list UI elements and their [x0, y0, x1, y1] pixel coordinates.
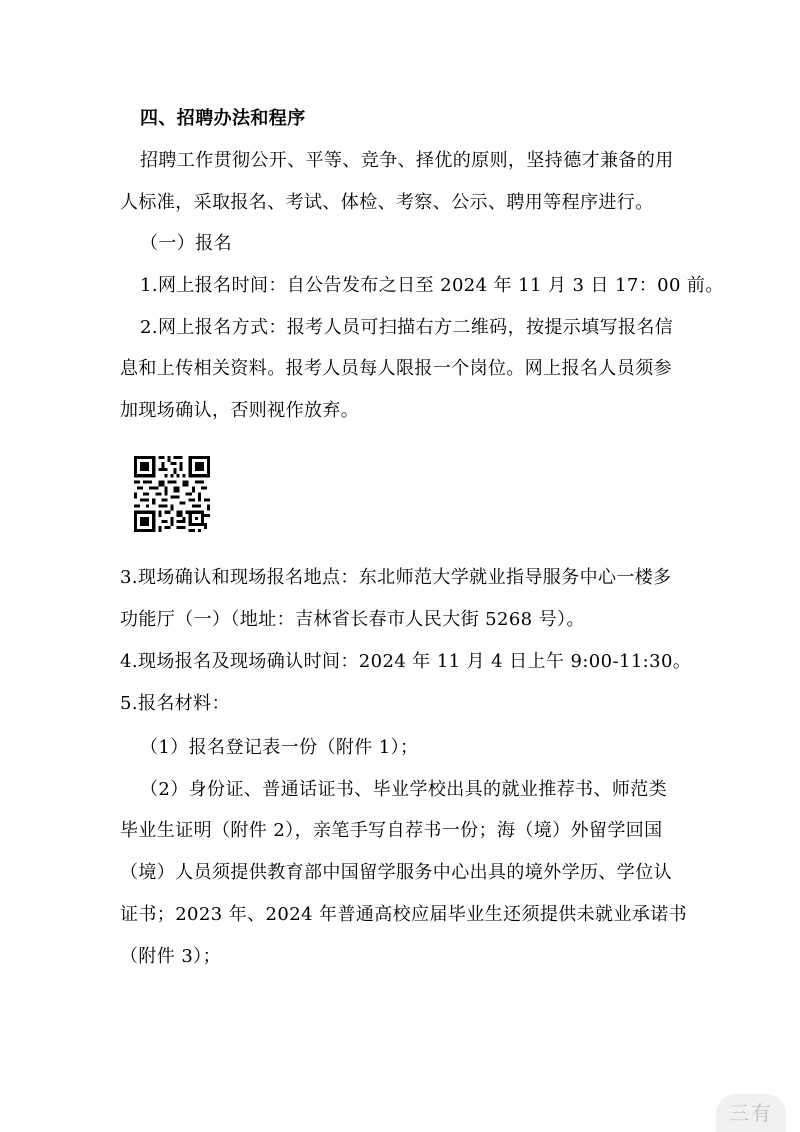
- item-2-line-3: 加现场确认，否则视作放弃。: [120, 400, 360, 421]
- item-4: 4.现场报名及现场确认时间：2024 年 11 月 4 日上午 9:00-11:30。: [120, 651, 692, 672]
- material-2-line-1: （2）身份证、普通话证书、毕业学校出具的就业推荐书、师范类: [140, 779, 668, 800]
- qr-code-icon[interactable]: [134, 456, 210, 532]
- item-1: 1.网上报名时间：自公告发布之日至 2024 年 11 月 3 日 17：00 前。: [140, 275, 724, 296]
- material-2-line-4: 证书；2023 年、2024 年普通高校应届毕业生还须提供未就业承诺书: [120, 904, 688, 925]
- section-heading: 四、招聘办法和程序: [140, 108, 306, 129]
- qr-finder-top-left: [134, 456, 155, 477]
- item-3-line-1: 3.现场确认和现场报名地点：东北师范大学就业指导服务中心一楼多: [120, 567, 672, 588]
- material-2-line-2: 毕业生证明（附件 2），亲笔手写自荐书一份；海（境）外留学回国: [120, 820, 663, 841]
- qr-finder-top-right: [189, 456, 210, 477]
- item-3-line-2: 功能厅（一）（地址：吉林省长春市人民大街 5268 号）。: [120, 609, 585, 630]
- item-2-line-2: 息和上传相关资料。报考人员每人限报一个岗位。网上报名人员须参: [120, 358, 672, 379]
- item-5: 5.报名材料：: [120, 693, 230, 714]
- qr-finder-bottom-left: [134, 511, 155, 532]
- material-1: （1）报名登记表一份（附件 1）；: [140, 737, 419, 758]
- subheading-registration: （一）报名: [140, 233, 232, 254]
- watermark-badge[interactable]: 三有: [716, 1094, 786, 1132]
- material-2-line-3: （境）人员须提供教育部中国留学服务中心出具的境外学历、学位认: [120, 862, 672, 883]
- intro-line-2: 人标准，采取报名、考试、体检、考察、公示、聘用等程序进行。: [120, 192, 654, 213]
- item-2-line-1: 2.网上报名方式：报考人员可扫描右方二维码，按提示填写报名信: [140, 317, 674, 338]
- material-2-line-5: （附件 3）；: [120, 946, 221, 967]
- intro-line-1: 招聘工作贯彻公开、平等、竞争、择优的原则，坚持德才兼备的用: [140, 150, 674, 171]
